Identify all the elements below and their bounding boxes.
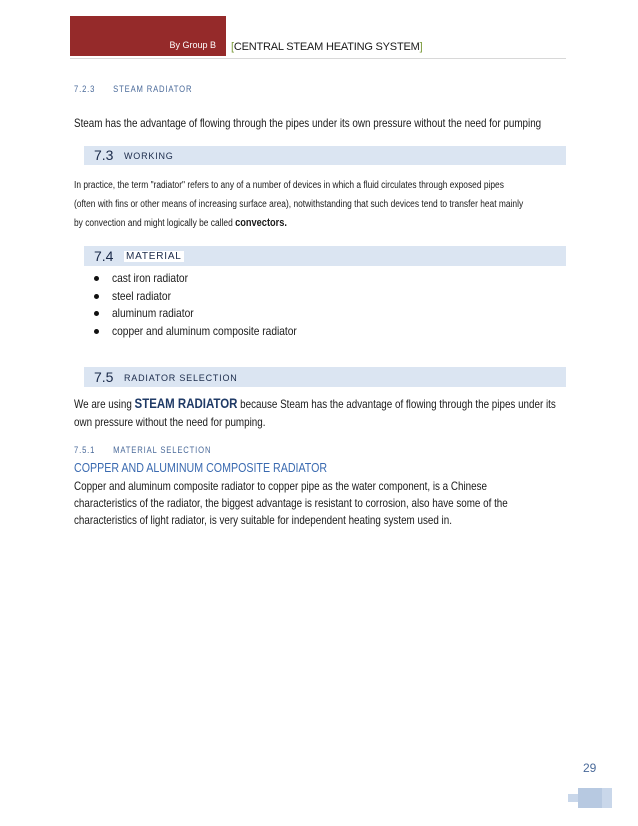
bullet-icon bbox=[94, 294, 99, 299]
document-title: [CENTRAL STEAM HEATING SYSTEM] bbox=[231, 41, 423, 53]
header-divider bbox=[70, 58, 566, 59]
section-7-2-3-heading: 7.2.3 STEAM RADIATOR bbox=[74, 84, 193, 94]
convectors-term: convectors. bbox=[235, 217, 287, 229]
section-7-5-1-heading: 7.5.1 MATERIAL SELECTION bbox=[74, 445, 212, 455]
group-label: By Group B bbox=[169, 40, 216, 50]
section-7-5-heading: 7.5 RADIATOR SELECTION bbox=[84, 367, 566, 387]
bullet-icon bbox=[94, 329, 99, 334]
list-item: cast iron radiator bbox=[94, 270, 329, 288]
page-number: 29 bbox=[583, 761, 597, 775]
bullet-icon bbox=[94, 311, 99, 316]
section-7-2-3-text: Steam has the advantage of flowing through the pipes under its own pressure without the need for pumping bbox=[74, 116, 542, 130]
section-7-5-1-text: Copper and aluminum composite radiator to copper pipe as the water component, is a Chinese characteristics of the radiator, the biggest advantage is resistant to corrosion, also have some of the characteristics of light radiator, is very suitable for independent heating system used in. bbox=[74, 479, 508, 527]
header-banner bbox=[70, 16, 226, 56]
section-7-3-text: In practice, the term "radiator" refers to any of a number of devices in which a fluid circulates through exposed pipes (often with fins or other means of increasing surface area), notwithstanding that such devices tend to transfer heat mainly by convection and might logically be called convectors. bbox=[74, 180, 524, 229]
page-corner-decoration bbox=[568, 788, 612, 808]
section-7-4-heading: 7.4 MATERIAL bbox=[84, 246, 566, 266]
section-7-5-text: We are using STEAM RADIATOR because Steam has the advantage of flowing through the pipes under its own pressure without the need for pumping. bbox=[74, 395, 556, 429]
bullet-icon bbox=[94, 276, 99, 281]
section-7-3-heading: 7.3 WORKING bbox=[84, 146, 566, 165]
steam-radiator-term: STEAM RADIATOR bbox=[134, 395, 238, 411]
material-list bbox=[94, 270, 329, 340]
list-item: copper and aluminum composite radiator bbox=[94, 323, 329, 341]
list-item: aluminum radiator bbox=[94, 305, 329, 323]
document-title-text: CENTRAL STEAM HEATING SYSTEM bbox=[233, 41, 420, 53]
list-item: steel radiator bbox=[94, 288, 329, 306]
material-heading: COPPER AND ALUMINUM COMPOSITE RADIATOR bbox=[74, 460, 328, 475]
